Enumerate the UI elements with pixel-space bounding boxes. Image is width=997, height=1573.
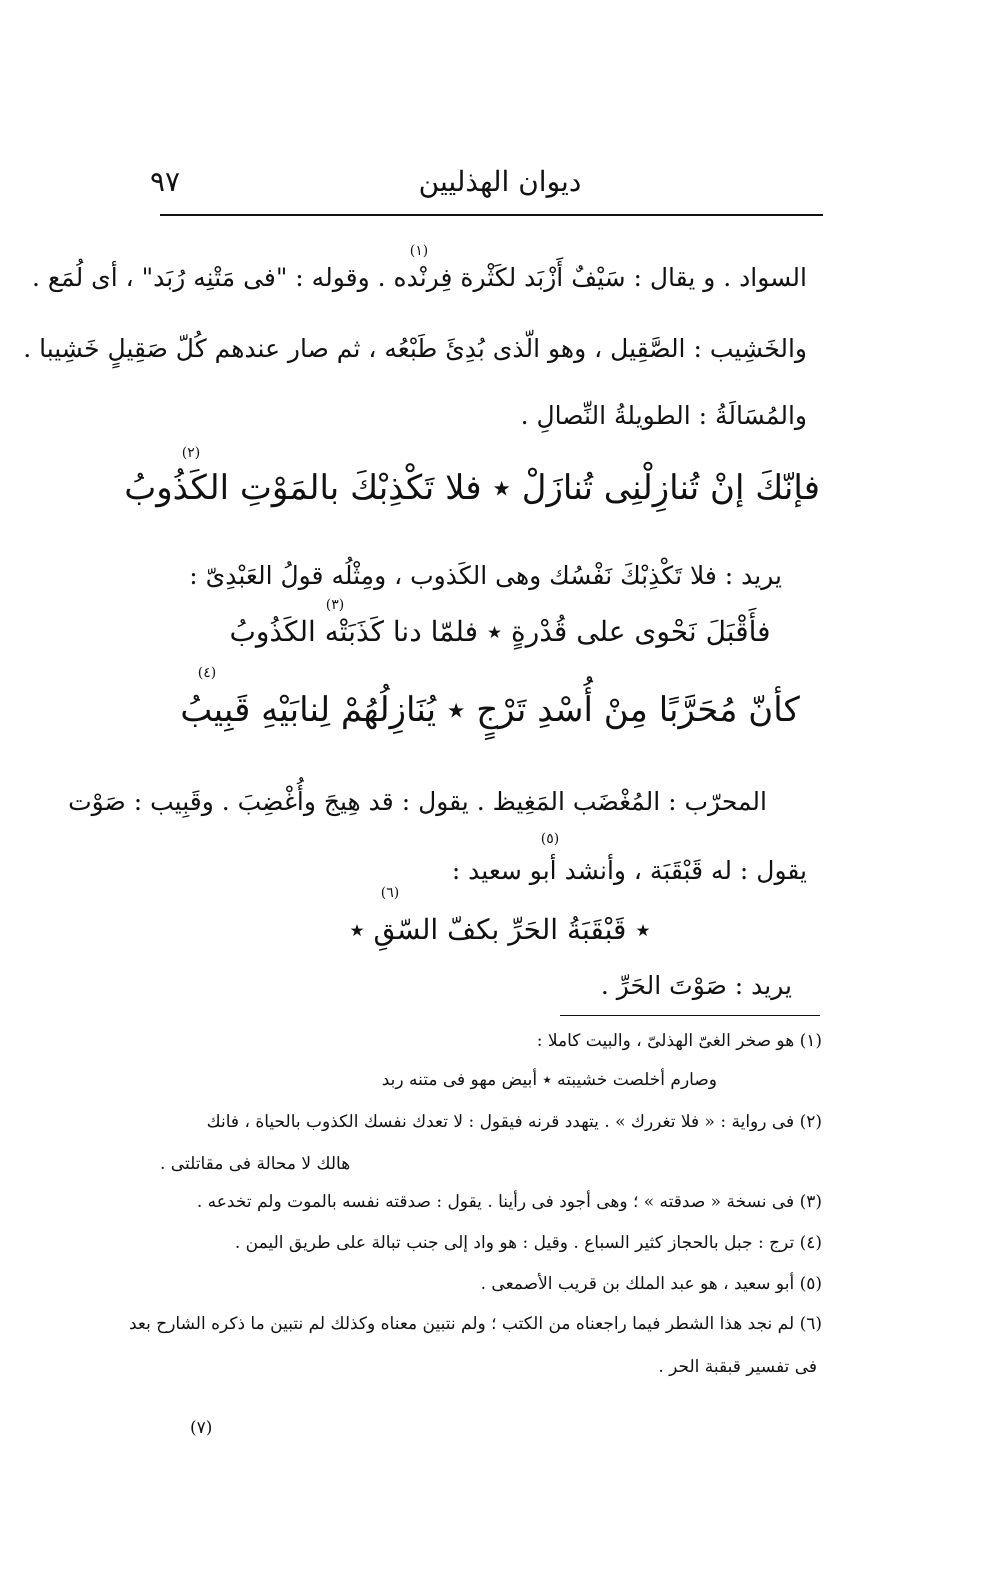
header-rule <box>160 214 823 216</box>
body-line-3: والمُسَالَةُ : الطويلةُ النِّصالِ . <box>520 401 807 430</box>
body-line-7: يريد : صَوْتَ الحَرِّ . <box>600 971 792 1000</box>
running-header-title: ديوان الهذليين <box>418 165 582 198</box>
footnote-ref-1: (١) <box>409 243 429 259</box>
footnote-4: (٤) ترج : جبل بالحجاز كثير السباع . وقيل : هو واد إلى جنب تبالة على طريق اليمن . <box>234 1233 822 1253</box>
footnote-ref-3: (٣) <box>325 597 345 613</box>
footnote-2-continued: هالك لا محالة فى مقاتلتى . <box>160 1154 351 1174</box>
page-number: ٩٧ <box>150 165 181 198</box>
footnote-6: (٦) لم نجد هذا الشطر فيما راجعناه من الكتب ؛ ولم نتبين معناه وكذلك لم نتبين ما ذكره الشارح بعد <box>128 1314 822 1334</box>
footnote-3: (٣) فى نسخة « صدقته » ؛ وهى أجود فى رأينا . يقول : صدقته نفسه بالموت ولم تخدعه . <box>196 1192 822 1212</box>
verse-4: ٭ قَبْقَبَةُ الحَرِّ بكفّ السّقِ ٭ <box>349 913 651 946</box>
body-line-5: المحرّب : المُغْضَب المَغِيظ . يقول : قد هِيجَ وأُغْضِبَ . وقَبِيب : صَوْت <box>68 787 767 816</box>
footnote-ref-5: (٥) <box>540 831 560 847</box>
footnote-ref-6: (٦) <box>380 885 400 901</box>
footnote-6-continued: فى تفسير قبقبة الحر . <box>658 1357 817 1377</box>
verse-1: فإنّكَ إنْ تُنازِلْنِى تُنازَلْ ٭ فلا تَكْذِبْكَ بالمَوْتِ الكَذُوبُ <box>124 468 820 508</box>
body-line-6: يقول : له قَبْقَبَة ، وأنشد أبو سعيد : <box>451 856 807 885</box>
body-line-1: السواد . و يقال : سَيْفٌ أَزْبَد لكَثْرة فِرنْده . وقوله : "فى مَتْنِه رُبَد" ، أى لُمَع . <box>31 263 807 292</box>
verse-3: كأنّ مُحَرَّبًا مِنْ أُسْدِ تَرْجٍ ٭ يُنَازِلُهُمْ لِنابَيْهِ قَبِيبُ <box>180 690 800 730</box>
footnote-rule <box>560 1015 820 1016</box>
footnote-1-verse: وصارم أخلصت خشيبته ٭ أبيض مهو فى متنه ربد <box>381 1070 717 1090</box>
footnote-ref-2: (٢) <box>181 445 201 461</box>
signature-mark: (٧) <box>190 1418 213 1438</box>
footnote-1: (١) هو صخر الغىّ الهذلىّ ، والبيت كاملا : <box>536 1031 822 1051</box>
footnote-ref-4: (٤) <box>197 665 217 681</box>
footnote-2: (٢) فى رواية : « فلا تغررك » . يتهدد قرنه فيقول : لا تعدك نفسك الكذوب بالحياة ، فانك <box>206 1112 822 1132</box>
body-line-4: يريد : فلا تَكْذِبْكَ نَفْسُك وهى الكَذوب ، ومِثْلُه قولُ العَبْدِىّ : <box>189 561 782 590</box>
verse-2: فأَقْبَلَ نَحْوى على قُدْرةٍ ٭ فلمّا دنا كَذَبَتْه الكَذُوبُ <box>229 615 771 648</box>
footnote-5: (٥) أبو سعيد ، هو عبد الملك بن قريب الأصمعى . <box>480 1274 822 1294</box>
body-line-2: والخَشِيب : الصَّقِيل ، وهو الّذى بُدِئَ طَبْعُه ، ثم صار عندهم كُلّ صَقِيلٍ خَشِيبا . <box>23 334 807 363</box>
